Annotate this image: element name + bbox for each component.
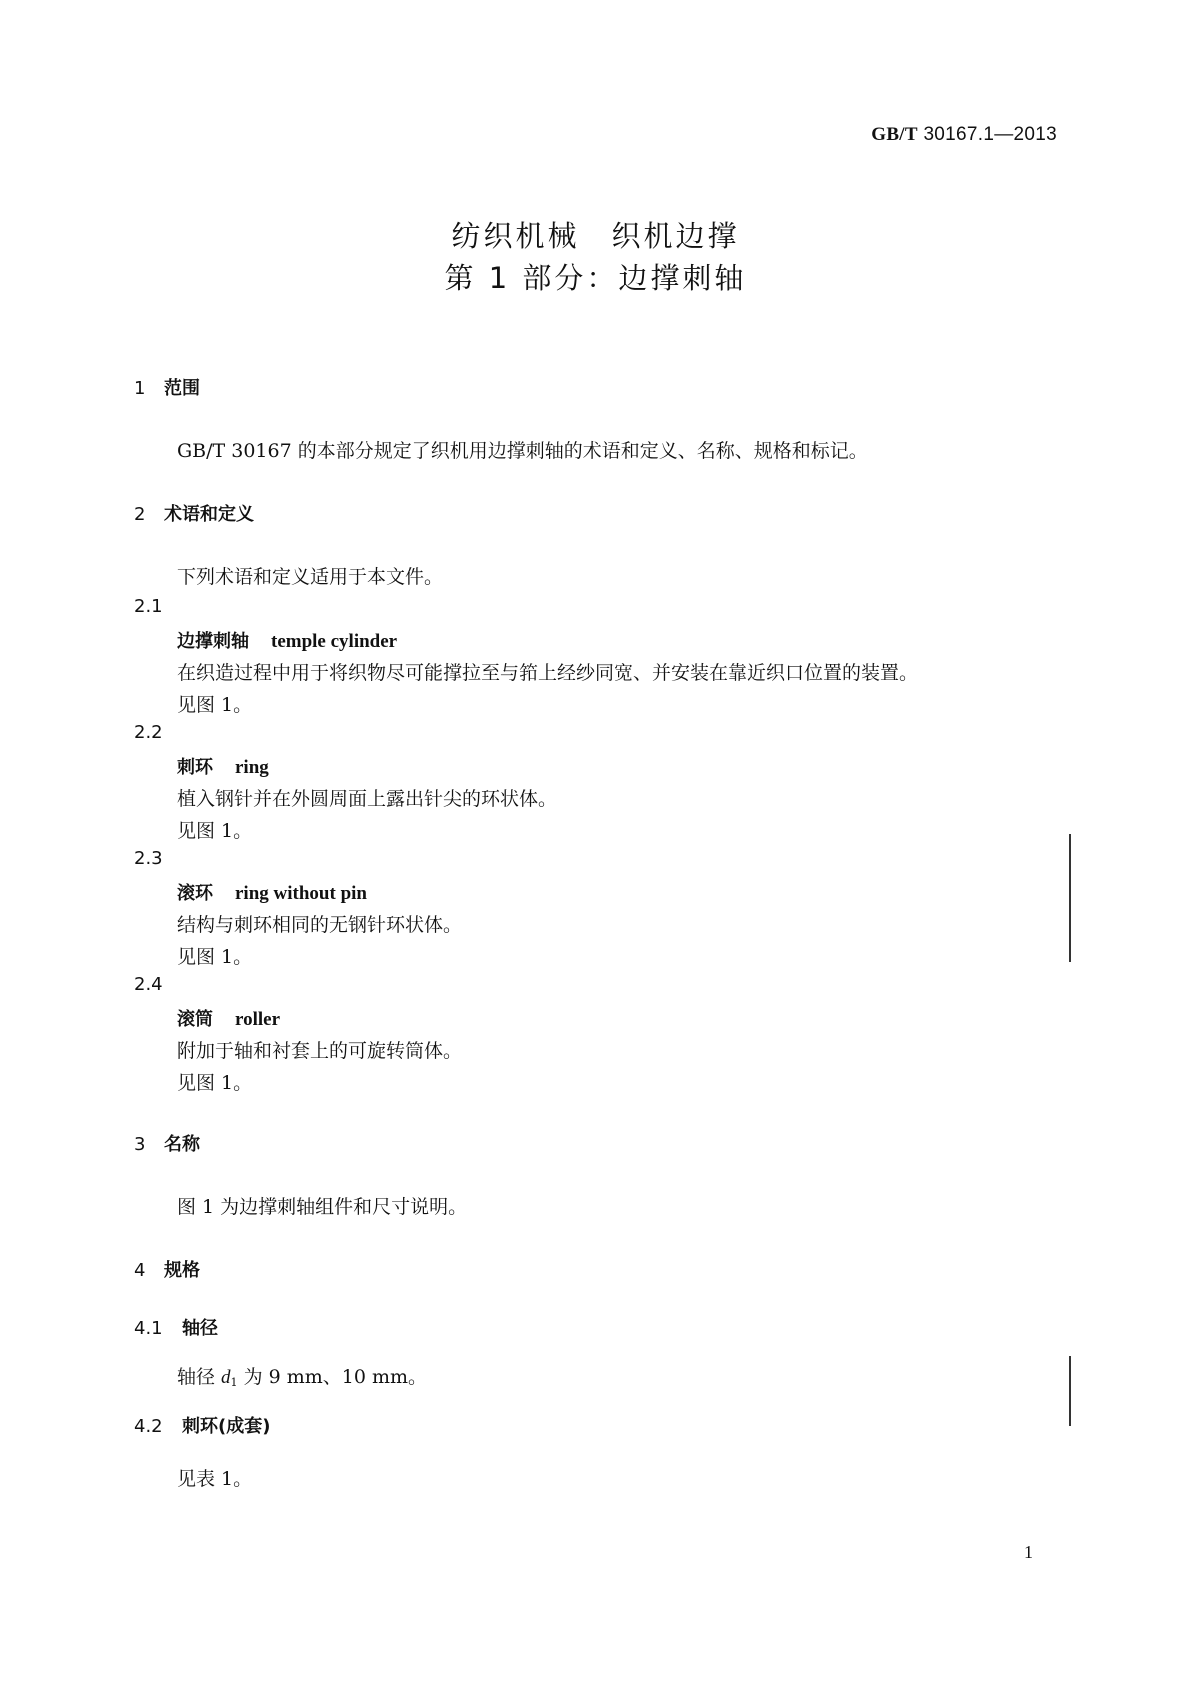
- revision-bar: [1069, 1356, 1071, 1426]
- section-title: 范围: [164, 378, 200, 399]
- term-en: temple cylinder: [271, 631, 398, 652]
- revision-bar: [1069, 834, 1071, 962]
- section-4-2-heading: [134, 1412, 270, 1438]
- section-title: 术语和定义: [164, 504, 254, 525]
- section-4-2-text: 见表 1。: [177, 1468, 253, 1490]
- term-2-3-reference: 见图 1。: [177, 946, 253, 968]
- term-cn: 刺环: [177, 757, 213, 778]
- term-2-1-number: 2.1: [134, 596, 163, 617]
- section-number: 4.2: [134, 1416, 163, 1437]
- text-post: 为 9 mm、10 mm。: [237, 1366, 428, 1388]
- term-2-1: [177, 627, 397, 653]
- document-title-line1: 纺织机械 织机边撑: [451, 219, 740, 253]
- section-4-heading: [134, 1256, 200, 1282]
- section-title: 轴径: [182, 1318, 218, 1339]
- term-2-1-definition: 在织造过程中用于将织物尽可能撑拉至与筘上经纱同宽、并安装在靠近织口位置的装置。: [177, 662, 919, 684]
- term-2-4-definition: 附加于轴和衬套上的可旋转筒体。: [177, 1040, 463, 1062]
- section-3-heading: [134, 1130, 200, 1156]
- term-2-2-definition: 植入钢针并在外圆周面上露出针尖的环状体。: [177, 788, 558, 810]
- section-1-heading: [134, 374, 200, 400]
- section-4-1-heading: [134, 1314, 218, 1340]
- section-number: 4.1: [134, 1318, 163, 1339]
- term-cn: 滚环: [177, 883, 213, 904]
- section-3-text: 图 1 为边撑刺轴组件和尺寸说明。: [177, 1196, 468, 1218]
- term-2-2-number: 2.2: [134, 722, 163, 743]
- term-2-1-reference: 见图 1。: [177, 694, 253, 716]
- section-title: 名称: [164, 1134, 200, 1155]
- term-en: ring: [235, 757, 269, 778]
- term-2-3-definition: 结构与刺环相同的无钢针环状体。: [177, 914, 463, 936]
- term-2-2: [177, 753, 269, 779]
- term-en: ring without pin: [235, 883, 367, 904]
- section-number: 2: [134, 504, 146, 525]
- standard-code: [871, 124, 1057, 146]
- section-title: 规格: [164, 1260, 200, 1281]
- term-cn: 边撑刺轴: [177, 631, 249, 652]
- section-number: 3: [134, 1134, 146, 1155]
- term-2-4: [177, 1005, 280, 1031]
- section-2-heading: [134, 500, 254, 526]
- term-cn: 滚筒: [177, 1009, 213, 1030]
- section-4-1-text: [177, 1362, 427, 1389]
- standard-prefix: GB/T: [871, 124, 918, 145]
- variable-subscript: 1: [230, 1376, 238, 1389]
- page-number: 1: [1024, 1542, 1033, 1562]
- term-2-2-reference: 见图 1。: [177, 820, 253, 842]
- term-2-3-number: 2.3: [134, 848, 163, 869]
- variable-d: d: [221, 1367, 231, 1388]
- section-2-intro: 下列术语和定义适用于本文件。: [177, 566, 444, 588]
- term-en: roller: [235, 1009, 281, 1030]
- standard-number: 30167.1—2013: [923, 124, 1057, 145]
- text-pre: 轴径: [177, 1366, 222, 1388]
- term-2-4-number: 2.4: [134, 974, 163, 995]
- section-number: 1: [134, 378, 146, 399]
- term-2-3: [177, 879, 367, 905]
- section-1-text: GB/T 30167 的本部分规定了织机用边撑刺轴的术语和定义、名称、规格和标记。: [177, 440, 868, 462]
- section-number: 4: [134, 1260, 146, 1281]
- document-title-line2: 第 1 部分：边撑刺轴: [444, 261, 747, 295]
- term-2-4-reference: 见图 1。: [177, 1072, 253, 1094]
- section-title: 刺环(成套): [182, 1416, 271, 1437]
